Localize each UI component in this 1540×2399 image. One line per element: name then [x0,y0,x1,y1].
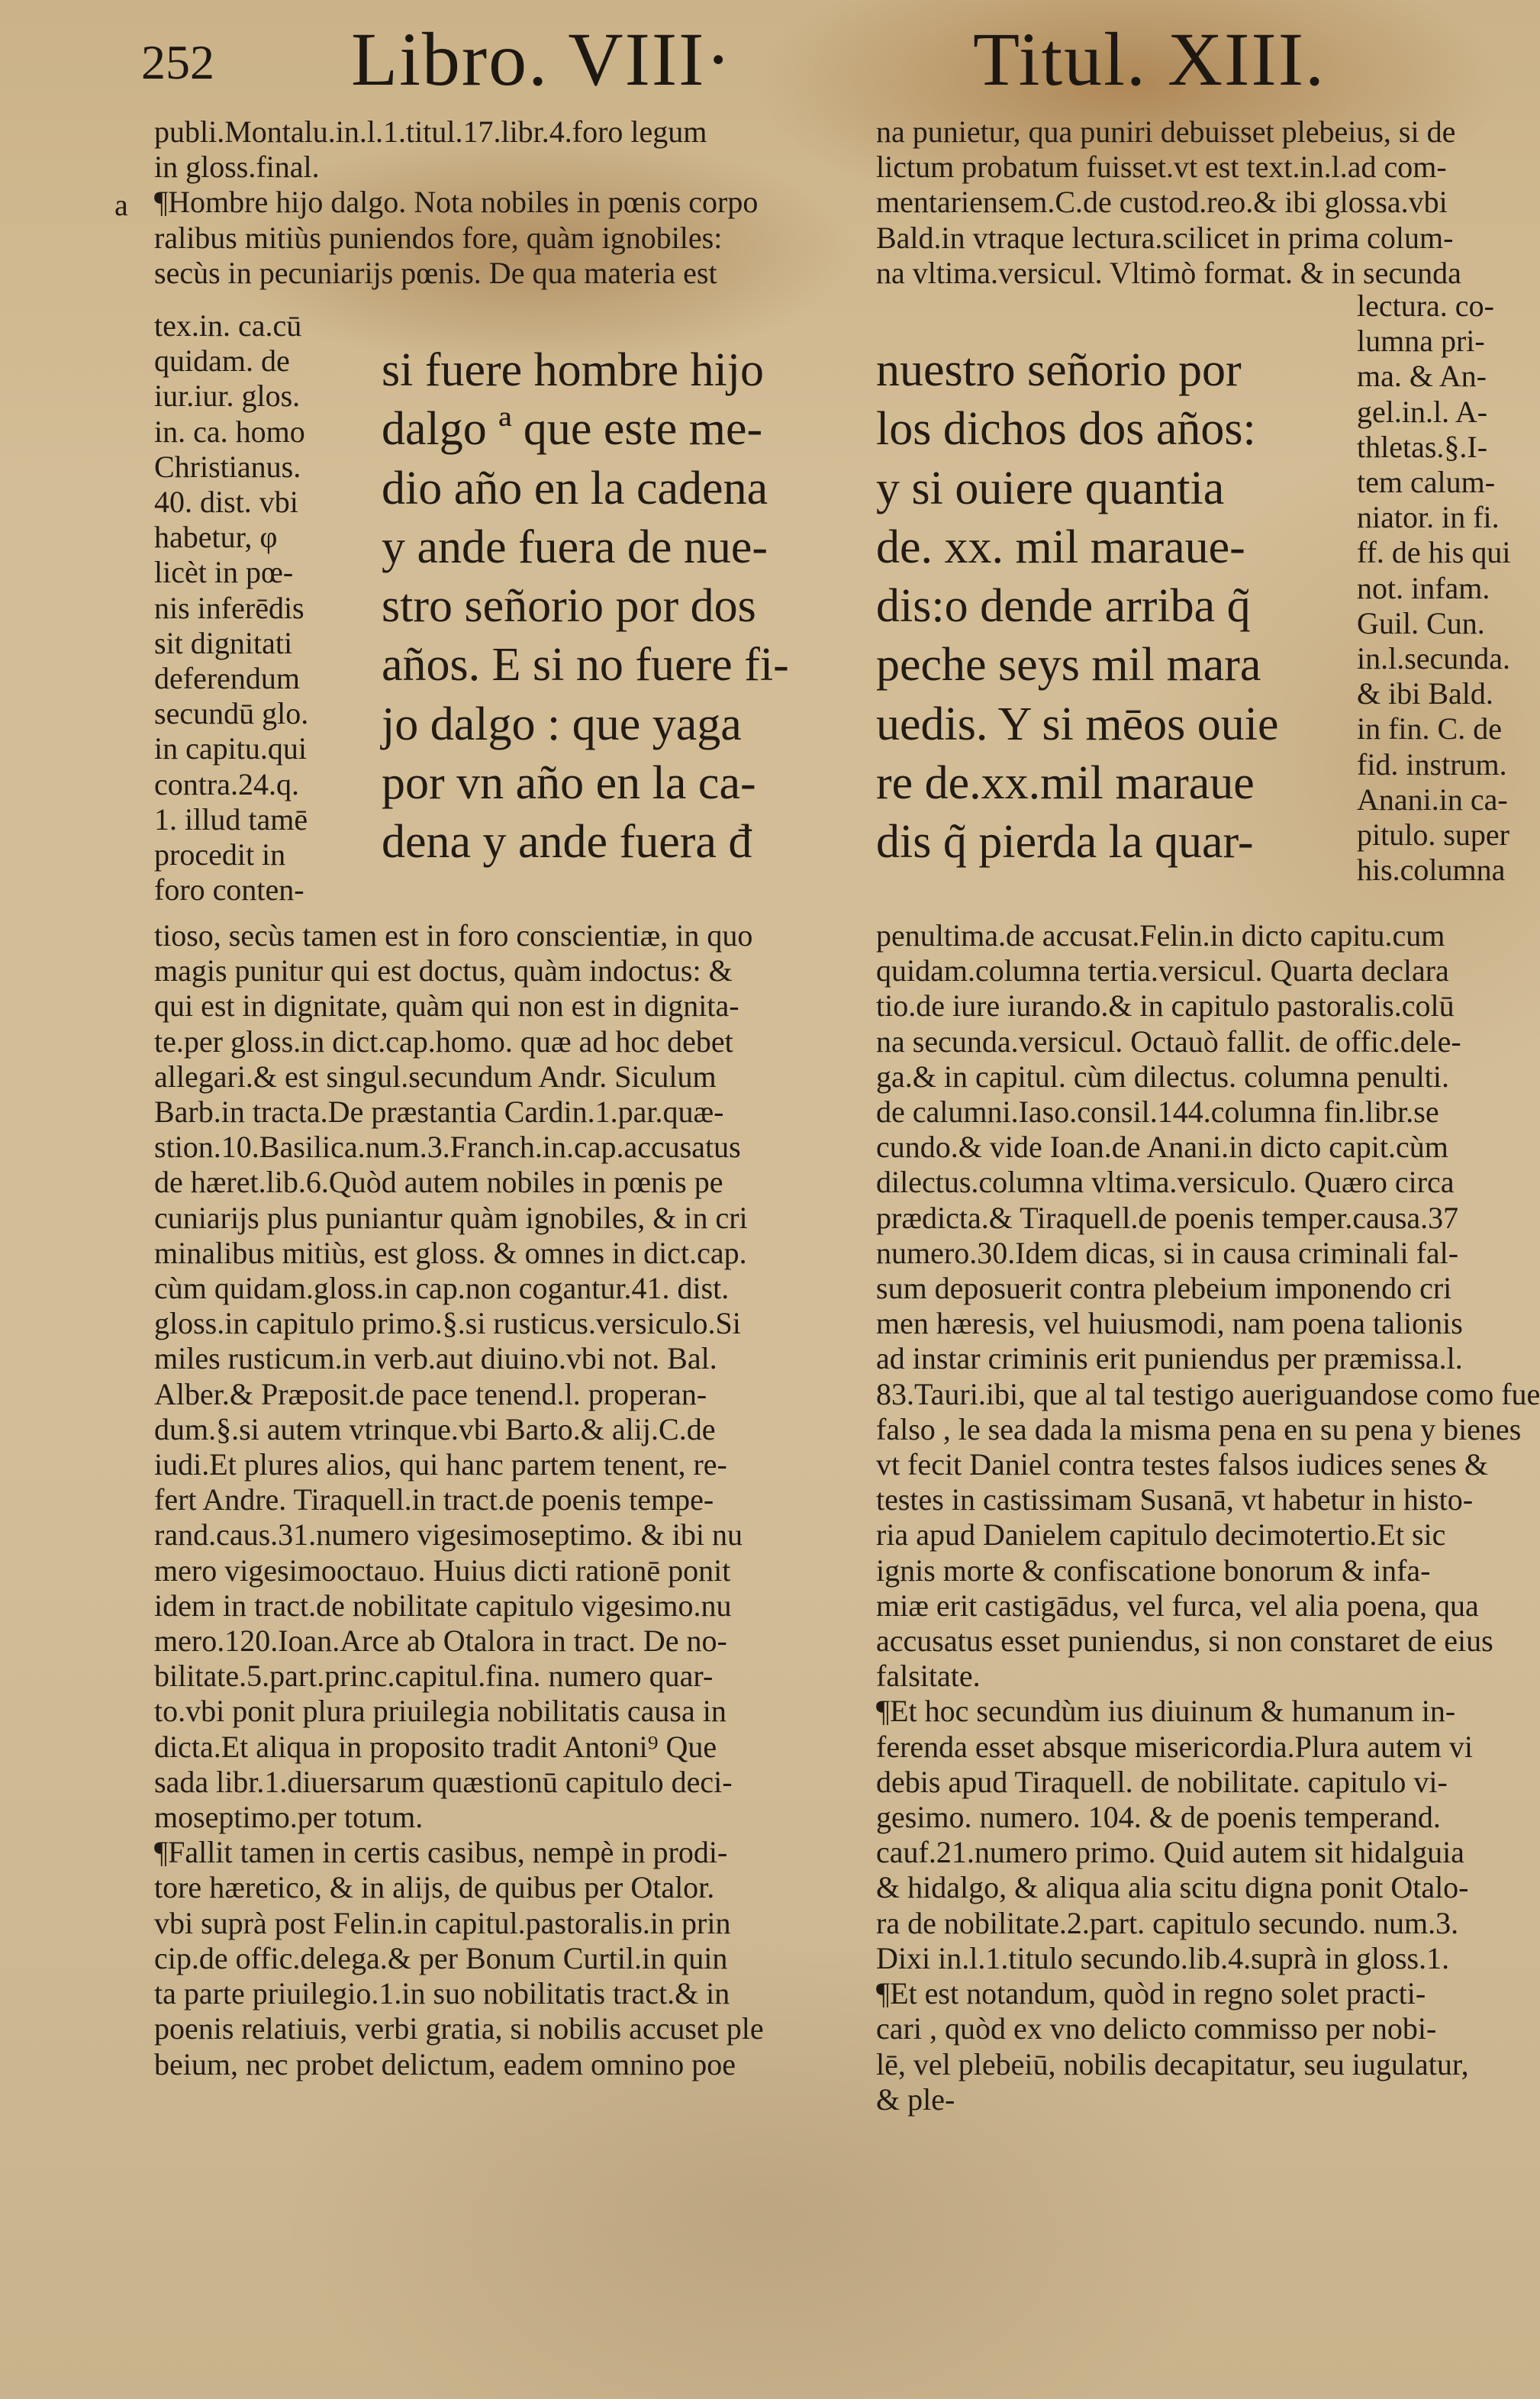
right-narrow-line: & ibi Bald. [1357,676,1493,711]
right-narrow-line: not. infam. [1357,570,1490,605]
left-gloss-bottom-line: mero.120.Ioan.Arce ab Otalora in tract. De no- [154,1624,727,1659]
left-gloss-bottom-line: miles rusticum.in verb.aut diuino.vbi not. Bal. [154,1341,717,1376]
right-main-text-line: nuestro señorio por [876,344,1242,396]
folio-number: 252 [141,35,214,89]
left-narrow-line: contra.24.q. [154,766,299,801]
right-narrow-line: Guil. Cun. [1357,605,1485,640]
left-gloss-bottom-line: rand.caus.31.numero vigesimoseptimo. & ibi nu [154,1517,743,1553]
left-gloss-bottom-line: moseptimo.per totum. [154,1800,424,1835]
left-gloss-bottom-line: vbi suprà post Felin.in capitul.pastoralis.in prin [154,1905,731,1940]
left-narrow-line: secundū glo. [154,696,309,731]
right-gloss-top [876,114,1509,291]
left-narrow-line: 1. illud tamē [154,801,308,837]
right-gloss-bottom-line: testes in castissimam Susanā, vt habetur in histo- [876,1482,1474,1517]
left-gloss-bottom-line: bilitate.5.part.princ.capitul.fina. numero quar- [154,1659,714,1694]
right-gloss-bottom-line: sum deposuerit contra plebeium imponendo cri [876,1271,1452,1306]
right-main-text-line: peche seys mil mara [876,639,1261,692]
left-narrow-gloss [154,308,345,908]
right-gloss-bottom-line: ignis morte & confiscatione bonorum & infa- [876,1553,1431,1588]
left-gloss-bottom-line: beium, nec probet delictum, eadem omnino poe [154,2046,736,2081]
left-gloss-bottom-line: qui est in dignitate, quàm qui non est in dignita- [154,988,739,1024]
right-gloss-top-line: lictum probatum fuisset.vt est text.in.l.ad com- [876,150,1447,185]
left-main-text-line: dio año en la cadena [382,462,768,514]
left-gloss-bottom-line: magis punitur qui est doctus, quàm indoctus: & [154,953,733,988]
right-gloss-top-line: na vltima.versicul. Vltimò format. & in secunda [876,255,1461,290]
right-main-text [876,341,1279,872]
right-gloss-bottom-line: accusatus esset puniendus, si non constaret de eius [876,1624,1493,1659]
right-narrow-line: ma. & An- [1357,359,1487,394]
right-main-text-line: los dichos dos años: [876,403,1256,456]
right-gloss-bottom-line: penultima.de accusat.Felin.in dicto capitu.cum [876,918,1445,953]
right-gloss-top-line: Bald.in vtraque lectura.scilicet in prima colum- [876,220,1454,255]
left-gloss-bottom-line: poenis relatiuis, verbi gratia, si nobilis accuset ple [154,2011,764,2046]
right-main-text-line: y si ouiere quantia [876,462,1225,514]
right-gloss-bottom-line: debis apud Tiraquell. de nobilitate. capitulo vi- [876,1764,1448,1799]
left-main-text [382,341,789,872]
left-narrow-line: habetur, φ [154,520,278,555]
left-gloss-bottom-line: dicta.Et aliqua in proposito tradit Antoni⁹ Que [154,1729,717,1764]
left-gloss-bottom-line: tioso, secùs tamen est in foro conscientiæ, in quo [154,918,753,953]
left-main-text-line: dena y ande fuera đ [382,816,752,869]
right-gloss-bottom-line: men hæresis, vel huiusmodi, nam poena talionis [876,1306,1463,1341]
left-narrow-line: in. ca. homo [154,414,305,449]
left-gloss-bottom-line: allegari.& est singul.secundum Andr. Siculum [154,1059,717,1094]
right-gloss-bottom-line: ria apud Danielem capitulo decimotertio.Et sic [876,1517,1446,1553]
left-narrow-line: licèt in pœ- [154,555,294,590]
right-gloss-bottom-line: cundo.& vide Ioan.de Anani.in dicto capit.cùm [876,1130,1448,1165]
left-gloss-bottom-line: ¶Fallit tamen in certis casibus, nempè in prodi- [154,1835,728,1870]
left-gloss-top-line: secùs in pecuniarijs pœnis. De qua materia est [154,255,717,290]
left-gloss-bottom-line: sada libr.1.diuersarum quæstionū capitulo deci- [154,1764,733,1799]
right-narrow-line: thletas.§.I- [1357,429,1488,464]
right-narrow-line: in fin. C. de [1357,711,1502,746]
right-main-text-line: re de.xx.mil maraue [876,757,1255,810]
left-gloss-top-line: publi.Montalu.in.l.1.titul.17.libr.4.foro legum [154,114,707,149]
right-gloss-bottom-line: lē, vel plebeiū, nobilis decapitatur, seu iugulatur, [876,2046,1469,2081]
left-gloss-bottom-line: iudi.Et plures alios, qui hanc partem tenent, re- [154,1447,727,1482]
right-gloss-bottom-line: & ple- [876,2081,955,2117]
right-narrow-line: niator. in fi. [1357,500,1500,535]
right-gloss-bottom-line: falsitate. [876,1659,981,1694]
left-narrow-line: nis inferēdis [154,590,304,625]
left-narrow-line: deferendum [154,661,301,696]
right-narrow-line: his.columna [1357,853,1506,888]
right-narrow-line: lectura. co- [1357,289,1494,323]
right-gloss-bottom-line: cari , quòd ex vno delicto commisso per nobi- [876,2011,1437,2046]
right-gloss-bottom-line: vt fecit Daniel contra testes falsos iudices senes & [876,1447,1488,1482]
left-narrow-line: tex.in. ca.cū [154,308,302,343]
left-narrow-line: Christianus. [154,449,301,484]
left-gloss-bottom-line: dum.§.si autem vtrinque.vbi Barto.& alij.C.de [154,1411,716,1446]
running-head-book: Libro. VIII· [351,17,733,102]
right-gloss-bottom-line: na secunda.versicul. Octauò fallit. de offic.dele- [876,1024,1461,1059]
left-main-text-line: jo dalgo : que yaga [382,698,742,750]
right-gloss-bottom-line: ad instar criminis erit puniendus per præmissa.l. [876,1341,1463,1376]
right-gloss-bottom-line: ferenda esset absque misericordia.Plura autem vi [876,1729,1473,1764]
right-main-text-line: uedis. Y si mēos ouie [876,698,1279,750]
right-gloss-bottom-line: prædicta.& Tiraquell.de poenis temper.causa.37 [876,1200,1459,1235]
left-main-text-line: años. E si no fuere fi- [382,639,789,692]
left-main-text-line: dalgo ª que este me- [382,403,763,456]
right-gloss-bottom-line: ra de nobilitate.2.part. capitulo secundo. num.3. [876,1905,1459,1940]
left-narrow-line: iur.iur. glos. [154,379,301,414]
left-gloss-top-line: ralibus mitiùs puniendos fore, quàm ignobiles: [154,220,723,255]
left-main-text-line: por vn año en la ca- [382,757,756,810]
right-gloss-bottom-line: gesimo. numero. 104. & de poenis temperand. [876,1800,1441,1835]
right-gloss-bottom-line: Dixi in.l.1.titulo secundo.lib.4.suprà in gloss.1. [876,1940,1450,1975]
right-gloss-bottom [876,918,1540,2117]
left-gloss-bottom-line: cùm quidam.gloss.in cap.non cogantur.41. dist. [154,1271,730,1306]
right-narrow-line: lumna pri- [1357,324,1485,359]
right-main-text-line: dis:o dende arriba q̃ [876,580,1251,633]
right-gloss-bottom-line: ¶Et hoc secundùm ius diuinum & humanum in- [876,1694,1456,1729]
right-narrow-line: ff. de his qui [1357,535,1511,570]
right-narrow-line: gel.in.l. A- [1357,394,1488,429]
left-gloss-bottom-line: cuniarijs plus puniantur quàm ignobiles, & in cri [154,1200,748,1235]
left-narrow-line: in capitu.qui [154,731,307,766]
left-narrow-line: 40. dist. vbi [154,485,298,520]
left-gloss-bottom-line: idem in tract.de nobilitate capitulo vigesimo.nu [154,1588,732,1623]
right-gloss-top-line: mentariensem.C.de custod.reo.& ibi glossa.vbi [876,185,1448,220]
left-gloss-bottom-line: te.per gloss.in dict.cap.homo. quæ ad hoc debet [154,1024,733,1059]
left-main-text-line: y ande fuera de nue- [382,521,768,573]
right-narrow-line: tem calum- [1357,465,1496,500]
right-narrow-line: pitulo. super [1357,817,1509,853]
left-gloss-top [154,114,818,291]
right-narrow-gloss [1357,289,1517,888]
right-narrow-line: in.l.secunda. [1357,641,1511,676]
left-gloss-bottom-line: to.vbi ponit plura priuilegia nobilitatis causa in [154,1694,727,1729]
left-gloss-bottom-line: tore hæretico, & in alijs, de quibus per Otalor. [154,1870,715,1905]
right-gloss-bottom-line: ¶Et est notandum, quòd in regno solet practi- [876,1976,1426,2011]
left-narrow-line: sit dignitati [154,625,293,660]
footnote-marker: a [114,188,128,222]
right-gloss-bottom-line: miæ erit castigādus, vel furca, vel alia poena, qua [876,1588,1479,1623]
left-gloss-bottom-line: minalibus mitiùs, est gloss. & omnes in dict.cap. [154,1235,747,1270]
left-gloss-bottom [154,918,818,2082]
left-gloss-bottom-line: de hæret.lib.6.Quòd autem nobiles in pœnis pe [154,1165,723,1200]
left-gloss-bottom-line: Alber.& Præposit.de pace tenend.l. properan- [154,1376,707,1411]
left-main-text-line: si fuere hombre hijo [382,344,765,396]
left-gloss-top-line: in gloss.final. [154,150,320,185]
right-gloss-bottom-line: falso , le sea dada la misma pena en su pena y bienes [876,1411,1522,1446]
left-gloss-bottom-line: mero vigesimooctauo. Huius dicti rationē ponit [154,1553,731,1588]
right-main-text-line: dis q̃ pierda la quar- [876,816,1254,869]
left-main-text-line: stro señorio por dos [382,580,756,633]
right-gloss-bottom-line: 83.Tauri.ibi, que al tal testigo aueriguandose como fue [876,1376,1540,1411]
right-gloss-bottom-line: dilectus.columna vltima.versiculo. Quæro circa [876,1165,1455,1200]
right-gloss-bottom-line: numero.30.Idem dicas, si in causa criminali fal- [876,1235,1459,1270]
left-gloss-bottom-line: fert Andre. Tiraquell.in tract.de poenis tempe- [154,1482,714,1517]
right-main-text-line: de. xx. mil maraue- [876,521,1245,573]
left-gloss-bottom-line: gloss.in capitulo primo.§.si rusticus.versiculo.Si [154,1306,741,1341]
right-gloss-bottom-line: ga.& in capitul. cùm dilectus. columna penulti. [876,1059,1449,1094]
left-narrow-line: procedit in [154,837,286,872]
right-gloss-bottom-line: tio.de iure iurando.& in capitulo pastoralis.colū [876,988,1455,1024]
left-narrow-line: quidam. de [154,343,290,379]
left-gloss-bottom-line: ta parte priuilegio.1.in suo nobilitatis tract.& in [154,1976,730,2011]
right-gloss-top-line: na punietur, qua puniri debuisset plebeius, si de [876,114,1456,149]
left-gloss-bottom-line: cip.de offic.delega.& per Bonum Curtil.in quin [154,1940,728,1975]
left-narrow-line: foro conten- [154,872,304,908]
left-gloss-bottom-line: stion.10.Basilica.num.3.Franch.in.cap.accusatus [154,1130,741,1165]
running-head-title: Titul. XIII. [973,17,1326,102]
right-gloss-bottom-line: & hidalgo, & aliqua alia scitu digna ponit Otalo- [876,1870,1469,1905]
right-narrow-line: fid. instrum. [1357,746,1507,782]
left-gloss-bottom-line: Barb.in tracta.De præstantia Cardin.1.par.quæ- [154,1095,724,1130]
right-gloss-bottom-line: cauf.21.numero primo. Quid autem sit hidalguia [876,1835,1464,1870]
right-gloss-bottom-line: de calumni.Iaso.consil.144.columna fin.libr.se [876,1095,1439,1130]
left-gloss-top-line: ¶Hombre hijo dalgo. Nota nobiles in pœnis corpo [154,185,759,220]
right-narrow-line: Anani.in ca- [1357,782,1508,817]
right-gloss-bottom-line: quidam.columna tertia.versicul. Quarta declara [876,953,1449,988]
